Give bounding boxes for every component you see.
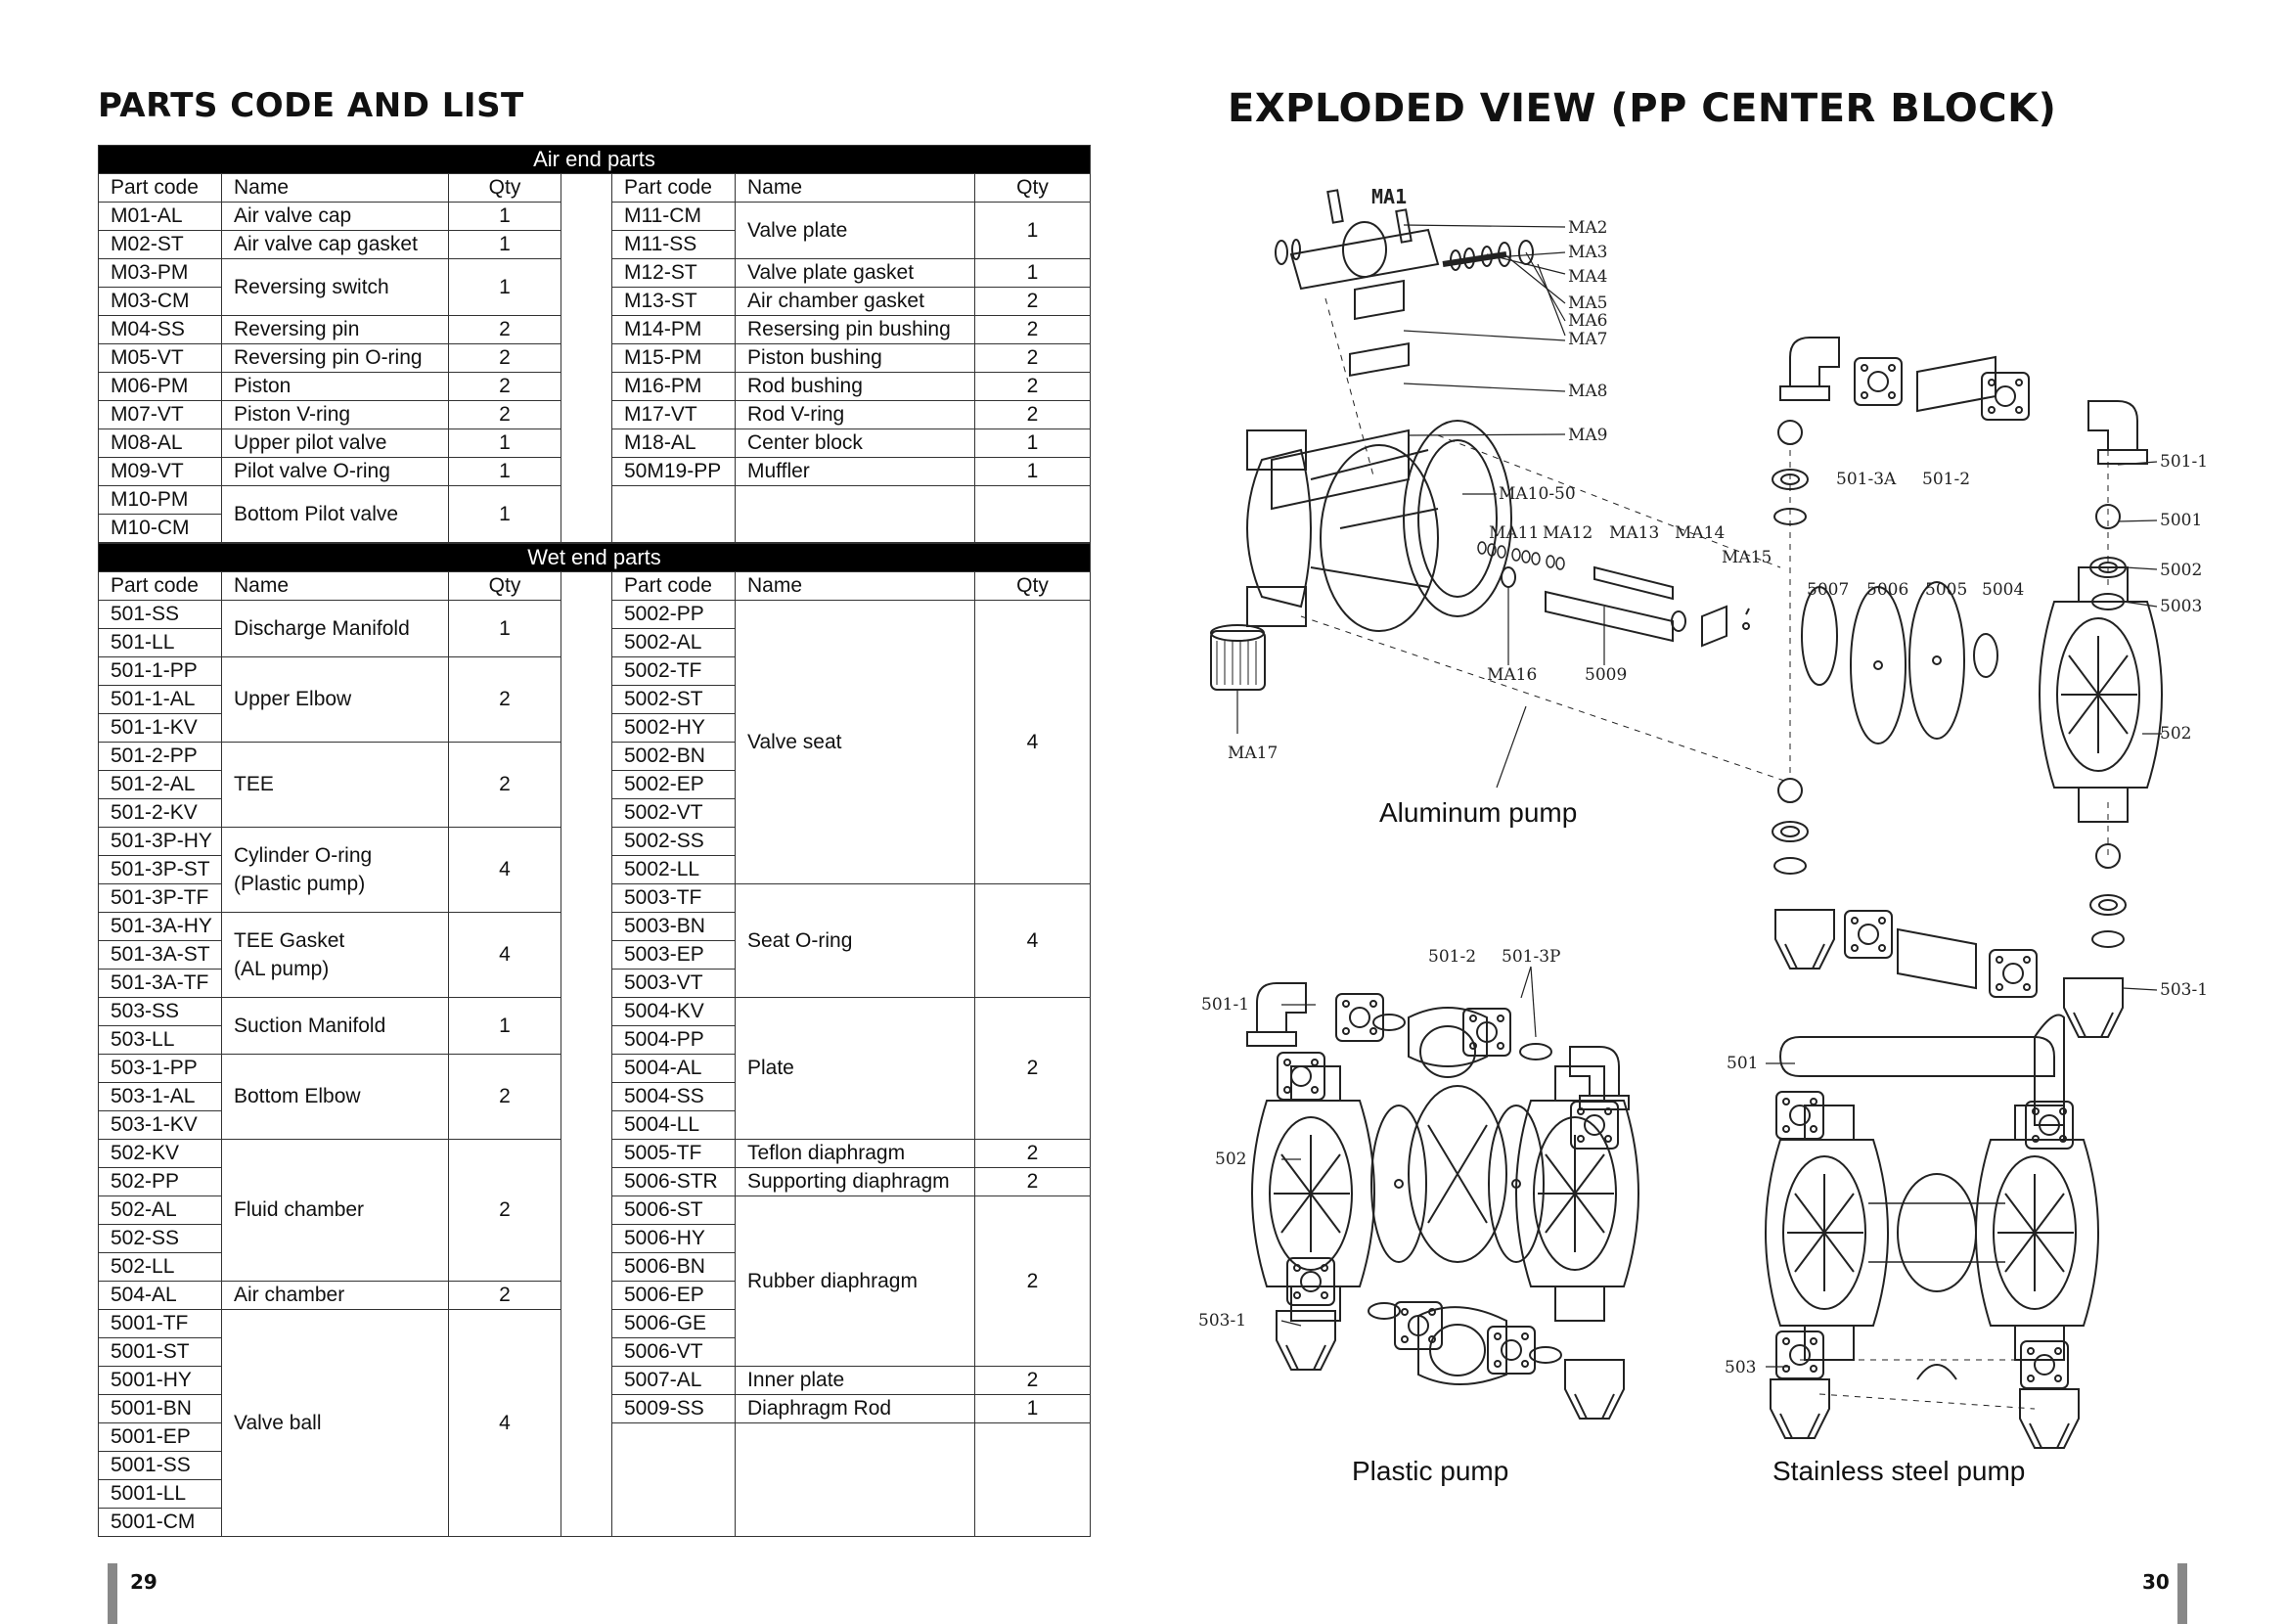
column-header: Qty — [449, 572, 561, 601]
part-name-note: (Plastic pump) — [234, 873, 366, 895]
part-name: Air valve cap — [222, 203, 449, 231]
part-name: Fluid chamber — [222, 1140, 449, 1282]
part-code: 5004-LL — [612, 1111, 736, 1140]
part-qty: 4 — [975, 884, 1091, 998]
empty-cell — [736, 1423, 975, 1537]
part-qty: 1 — [449, 429, 561, 458]
part-qty: 1 — [449, 601, 561, 657]
label-5005: 5005 — [1925, 580, 1968, 600]
part-qty: 2 — [449, 657, 561, 743]
part-code: M17-VT — [612, 401, 736, 429]
part-code: 501-1-AL — [99, 686, 222, 714]
label-ma15: MA15 — [1722, 548, 1772, 567]
part-name: Discharge Manifold — [222, 601, 449, 657]
part-code: 50M19-PP — [612, 458, 736, 486]
empty-cell — [612, 486, 736, 543]
column-header: Qty — [975, 572, 1091, 601]
label-ma8: MA8 — [1568, 382, 1608, 401]
label-plastic-503-1: 503-1 — [1198, 1311, 1247, 1331]
part-name-line: TEE Gasket — [234, 929, 345, 952]
label-ma7: MA7 — [1568, 330, 1608, 349]
label-5001: 5001 — [2160, 511, 2203, 530]
part-name: Air valve cap gasket — [222, 231, 449, 259]
part-name: Suction Manifold — [222, 998, 449, 1055]
label-501-1: 501-1 — [2160, 452, 2209, 472]
part-code: M15-PM — [612, 344, 736, 373]
caption-stainless-pump: Stainless steel pump — [1772, 1456, 2026, 1486]
part-code: 5001-EP — [99, 1423, 222, 1452]
column-header: Part code — [612, 174, 736, 203]
label-5009: 5009 — [1585, 665, 1628, 685]
label-plastic-502: 502 — [1215, 1150, 1247, 1169]
part-name: Reversing switch — [222, 259, 449, 316]
part-qty: 1 — [449, 458, 561, 486]
part-code: 5001-LL — [99, 1480, 222, 1509]
part-code: 501-1-PP — [99, 657, 222, 686]
part-name: Plate — [736, 998, 975, 1140]
label-ma5: MA5 — [1568, 293, 1608, 313]
part-code: M03-PM — [99, 259, 222, 288]
column-header: Name — [222, 174, 449, 203]
label-ma11: MA11 — [1489, 523, 1540, 543]
part-code: 5006-GE — [612, 1310, 736, 1338]
part-code: 501-2-PP — [99, 743, 222, 771]
empty-cell — [736, 486, 975, 543]
part-name: Air chamber gasket — [736, 288, 975, 316]
part-code: 503-1-KV — [99, 1111, 222, 1140]
part-code: 5002-ST — [612, 686, 736, 714]
part-name: Resersing pin bushing — [736, 316, 975, 344]
label-ma6: MA6 — [1568, 311, 1608, 331]
part-code: M02-ST — [99, 231, 222, 259]
part-code: 501-3P-HY — [99, 828, 222, 856]
part-code: 5006-BN — [612, 1253, 736, 1282]
empty-cell — [975, 1423, 1091, 1537]
part-qty: 2 — [975, 1367, 1091, 1395]
part-qty: 2 — [449, 1282, 561, 1310]
label-ma13: MA13 — [1609, 523, 1660, 543]
part-qty: 1 — [975, 259, 1091, 288]
part-name: Seat O-ring — [736, 884, 975, 998]
wet-end-parts-table — [98, 543, 1091, 1537]
part-code: 5002-BN — [612, 743, 736, 771]
part-code: 502-LL — [99, 1253, 222, 1282]
column-header: Part code — [612, 572, 736, 601]
page-number-bar-right — [2177, 1563, 2187, 1624]
part-code: M13-ST — [612, 288, 736, 316]
part-code: M08-AL — [99, 429, 222, 458]
part-qty: 4 — [449, 828, 561, 913]
label-ma17: MA17 — [1228, 744, 1279, 763]
part-name: Valve seat — [736, 601, 975, 884]
part-qty: 2 — [975, 401, 1091, 429]
part-name: Upper pilot valve — [222, 429, 449, 458]
part-name: Inner plate — [736, 1367, 975, 1395]
part-qty: 4 — [449, 1310, 561, 1537]
part-name: Valve plate — [736, 203, 975, 259]
table-section-header — [99, 146, 1091, 174]
part-code: 5006-STR — [612, 1168, 736, 1196]
part-code: M04-SS — [99, 316, 222, 344]
part-qty: 4 — [449, 913, 561, 998]
part-code: 503-1-PP — [99, 1055, 222, 1083]
part-code: 5001-TF — [99, 1310, 222, 1338]
part-code: 5004-SS — [612, 1083, 736, 1111]
table-section-header — [99, 544, 1091, 572]
part-code: 5002-AL — [612, 629, 736, 657]
part-qty: 2 — [975, 1140, 1091, 1168]
part-name: Pilot valve O-ring — [222, 458, 449, 486]
part-qty: 2 — [975, 1196, 1091, 1367]
label-stainless-503: 503 — [1725, 1358, 1757, 1377]
part-code: 5002-EP — [612, 771, 736, 799]
section-title: Wet end parts — [99, 544, 1091, 572]
column-header: Qty — [975, 174, 1091, 203]
part-code: 502-SS — [99, 1225, 222, 1253]
column-header: Part code — [99, 174, 222, 203]
column-header: Name — [222, 572, 449, 601]
table-header-row — [99, 174, 1091, 203]
part-code: 5001-HY — [99, 1367, 222, 1395]
part-name-line: Cylinder O-ring — [234, 844, 373, 867]
label-ma9: MA9 — [1568, 426, 1608, 445]
column-gap — [561, 174, 612, 543]
part-name: Muffler — [736, 458, 975, 486]
part-qty: 1 — [449, 998, 561, 1055]
plastic-pump-drawing — [1247, 983, 1638, 1419]
label-5003: 5003 — [2160, 597, 2203, 616]
part-name: Rubber diaphragm — [736, 1196, 975, 1367]
part-name: Supporting diaphragm — [736, 1168, 975, 1196]
label-ma14: MA14 — [1675, 523, 1726, 543]
part-code: M05-VT — [99, 344, 222, 373]
part-qty: 2 — [449, 743, 561, 828]
part-code: 501-3A-HY — [99, 913, 222, 941]
part-code: 501-3P-ST — [99, 856, 222, 884]
part-code: 5002-HY — [612, 714, 736, 743]
part-name: Piston bushing — [736, 344, 975, 373]
label-5006: 5006 — [1866, 580, 1909, 600]
part-qty: 2 — [975, 373, 1091, 401]
stainless-pump-drawing — [1766, 1015, 2098, 1449]
part-code: M09-VT — [99, 458, 222, 486]
part-code: 502-AL — [99, 1196, 222, 1225]
column-header: Part code — [99, 572, 222, 601]
page-title-exploded-view: EXPLODED VIEW (PP CENTER BLOCK) — [1228, 86, 2057, 131]
part-code: 5002-VT — [612, 799, 736, 828]
part-name: Rod bushing — [736, 373, 975, 401]
part-name: Teflon diaphragm — [736, 1140, 975, 1168]
label-503-1: 503-1 — [2160, 980, 2209, 1000]
caption-aluminum-pump: Aluminum pump — [1379, 797, 1578, 828]
section-title: Air end parts — [99, 146, 1091, 174]
part-code: 5002-LL — [612, 856, 736, 884]
part-qty: 2 — [975, 288, 1091, 316]
label-ma4: MA4 — [1568, 267, 1608, 287]
part-name: Reversing pin O-ring — [222, 344, 449, 373]
part-qty: 1 — [975, 458, 1091, 486]
part-qty: 2 — [449, 373, 561, 401]
part-code: 501-3P-TF — [99, 884, 222, 913]
label-ma3: MA3 — [1568, 243, 1608, 262]
aluminum-pump-drawing — [1211, 190, 2162, 1037]
part-code: 5009-SS — [612, 1395, 736, 1423]
part-qty: 1 — [975, 1395, 1091, 1423]
part-code: 504-AL — [99, 1282, 222, 1310]
page-number-left: 29 — [130, 1570, 157, 1594]
label-plastic-501-3p: 501-3P — [1502, 947, 1561, 967]
part-name: Diaphragm Rod — [736, 1395, 975, 1423]
label-5004: 5004 — [1982, 580, 2025, 600]
part-name: Piston — [222, 373, 449, 401]
part-code: 502-PP — [99, 1168, 222, 1196]
part-qty: 1 — [449, 231, 561, 259]
part-code: 5001-CM — [99, 1509, 222, 1537]
part-name — [222, 913, 449, 998]
part-code: M10-PM — [99, 486, 222, 515]
part-qty: 2 — [449, 401, 561, 429]
part-code: 5006-ST — [612, 1196, 736, 1225]
part-name: Bottom Elbow — [222, 1055, 449, 1140]
part-code: M07-VT — [99, 401, 222, 429]
part-code: 5007-AL — [612, 1367, 736, 1395]
part-qty: 1 — [449, 486, 561, 543]
part-code: M03-CM — [99, 288, 222, 316]
label-ma10-50: MA10-50 — [1499, 484, 1576, 504]
part-code: 5003-BN — [612, 913, 736, 941]
part-qty: 1 — [975, 203, 1091, 259]
part-code: M11-SS — [612, 231, 736, 259]
column-header: Name — [736, 572, 975, 601]
label-501-2: 501-2 — [1922, 470, 1971, 489]
part-qty: 2 — [975, 316, 1091, 344]
part-qty: 1 — [449, 203, 561, 231]
part-code: M11-CM — [612, 203, 736, 231]
part-qty: 2 — [975, 1168, 1091, 1196]
table-header-row — [99, 572, 1091, 601]
empty-cell — [612, 1423, 736, 1537]
part-code: 5003-VT — [612, 970, 736, 998]
part-code: M06-PM — [99, 373, 222, 401]
part-name: Upper Elbow — [222, 657, 449, 743]
part-name: Rod V-ring — [736, 401, 975, 429]
part-code: M16-PM — [612, 373, 736, 401]
part-name: Bottom Pilot valve — [222, 486, 449, 543]
part-code: M18-AL — [612, 429, 736, 458]
part-code: 501-LL — [99, 629, 222, 657]
part-qty: 2 — [449, 1140, 561, 1282]
part-code: 501-2-AL — [99, 771, 222, 799]
label-ma16: MA16 — [1487, 665, 1538, 685]
part-qty: 2 — [449, 316, 561, 344]
part-code: 501-2-KV — [99, 799, 222, 828]
part-name: Valve plate gasket — [736, 259, 975, 288]
label-501-3a: 501-3A — [1836, 470, 1897, 489]
empty-cell — [975, 486, 1091, 543]
part-name — [222, 828, 449, 913]
label-ma1: MA1 — [1371, 185, 1408, 208]
part-code: 5003-EP — [612, 941, 736, 970]
part-code: 502-KV — [99, 1140, 222, 1168]
column-header: Qty — [449, 174, 561, 203]
label-ma2: MA2 — [1568, 218, 1608, 238]
part-code: 5001-ST — [99, 1338, 222, 1367]
part-code: 501-1-KV — [99, 714, 222, 743]
part-name: Valve ball — [222, 1310, 449, 1537]
part-code: 5005-TF — [612, 1140, 736, 1168]
part-code: 5006-EP — [612, 1282, 736, 1310]
part-qty: 2 — [449, 344, 561, 373]
part-name: Center block — [736, 429, 975, 458]
part-code: 5004-AL — [612, 1055, 736, 1083]
part-name: TEE — [222, 743, 449, 828]
air-end-parts-table — [98, 145, 1091, 543]
column-gap — [561, 572, 612, 1537]
label-plastic-501-1: 501-1 — [1201, 995, 1250, 1015]
part-qty: 2 — [449, 1055, 561, 1140]
part-code: 5004-KV — [612, 998, 736, 1026]
label-ma12: MA12 — [1543, 523, 1593, 543]
part-code: 5004-PP — [612, 1026, 736, 1055]
caption-plastic-pump: Plastic pump — [1352, 1456, 1509, 1486]
part-name: Air chamber — [222, 1282, 449, 1310]
part-code: 5002-TF — [612, 657, 736, 686]
part-code: 503-1-AL — [99, 1083, 222, 1111]
part-code: 5006-VT — [612, 1338, 736, 1367]
part-code: M12-ST — [612, 259, 736, 288]
label-5007: 5007 — [1807, 580, 1850, 600]
exploded-view-diagram — [1193, 157, 2209, 1507]
part-qty: 1 — [449, 259, 561, 316]
part-name: Reversing pin — [222, 316, 449, 344]
part-code: 503-SS — [99, 998, 222, 1026]
part-code: 501-3A-ST — [99, 941, 222, 970]
part-code: 5002-PP — [612, 601, 736, 629]
part-code: 5006-HY — [612, 1225, 736, 1253]
part-name: Piston V-ring — [222, 401, 449, 429]
part-qty: 2 — [975, 998, 1091, 1140]
part-code: M14-PM — [612, 316, 736, 344]
part-code: 5001-BN — [99, 1395, 222, 1423]
page-title-parts: PARTS CODE AND LIST — [98, 86, 524, 125]
label-502: 502 — [2160, 724, 2192, 744]
part-qty: 4 — [975, 601, 1091, 884]
column-header: Name — [736, 174, 975, 203]
part-code: 5002-SS — [612, 828, 736, 856]
part-name-note: (AL pump) — [234, 958, 330, 980]
part-code: 5001-SS — [99, 1452, 222, 1480]
part-code: 501-3A-TF — [99, 970, 222, 998]
label-plastic-501-2: 501-2 — [1428, 947, 1477, 967]
part-code: 503-LL — [99, 1026, 222, 1055]
page-number-right: 30 — [2142, 1570, 2170, 1594]
part-code: M01-AL — [99, 203, 222, 231]
label-stainless-501: 501 — [1727, 1054, 1759, 1073]
label-5002: 5002 — [2160, 561, 2203, 580]
page-number-bar-left — [108, 1563, 117, 1624]
part-code: M10-CM — [99, 515, 222, 543]
part-code: 5003-TF — [612, 884, 736, 913]
part-code: 501-SS — [99, 601, 222, 629]
part-qty: 2 — [975, 344, 1091, 373]
part-qty: 1 — [975, 429, 1091, 458]
